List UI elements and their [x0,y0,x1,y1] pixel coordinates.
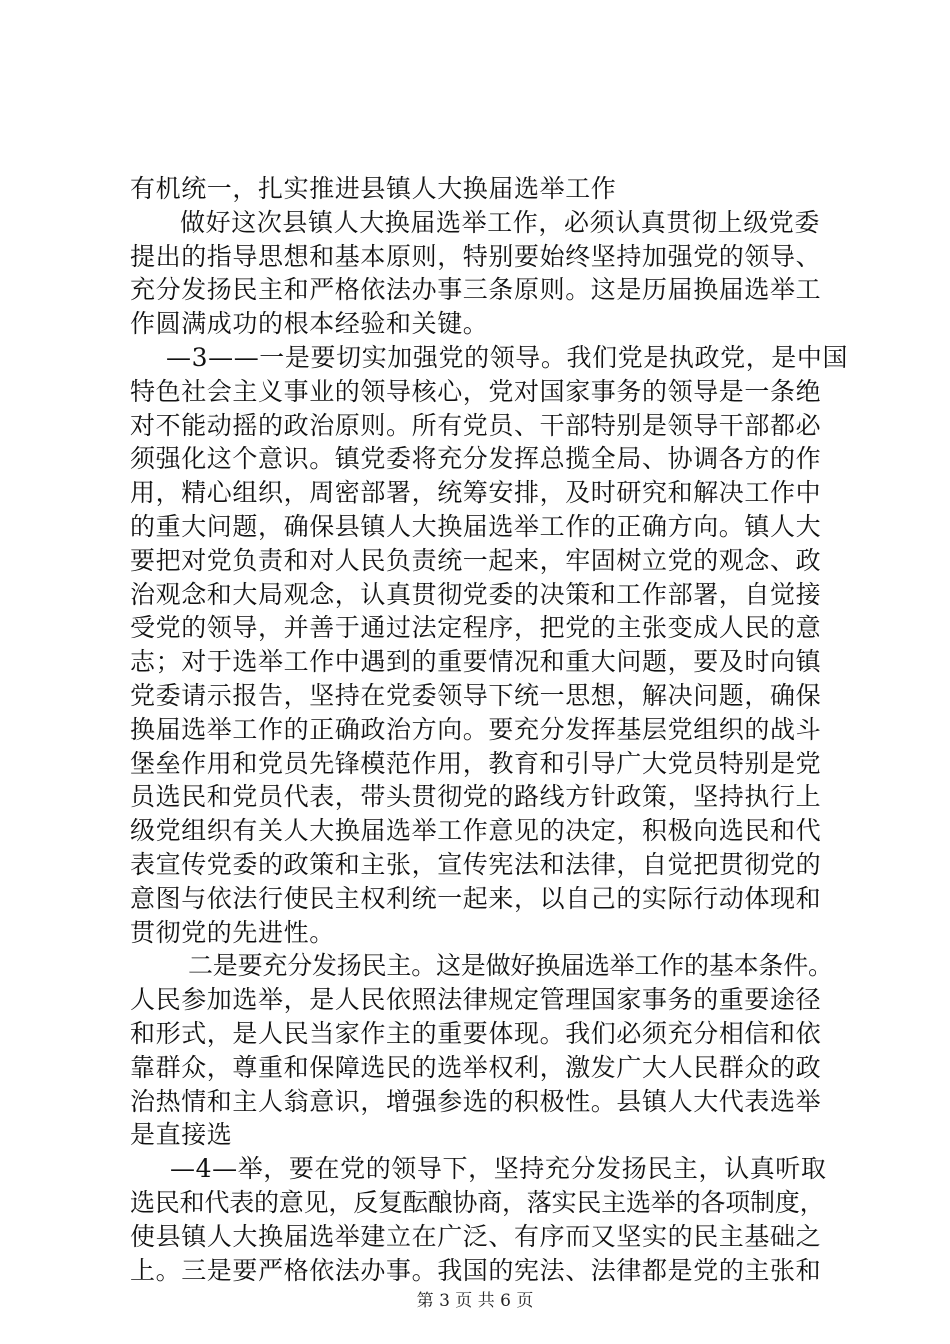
document-body [130,172,849,1287]
text-line: —4—举，要在党的领导下，坚持充分发扬民主，认真听取 [170,1154,827,1184]
text-line: 靠群众，尊重和保障选民的选举权利，激发广大人民群众的政 [130,1052,822,1082]
text-line: 选民和代表的意见，反复酝酿协商，落实民主选举的各项制度， [130,1187,825,1217]
text-line: 对不能动摇的政治原则。所有党员、干部特别是领导干部都必 [130,410,822,440]
text-line: 作圆满成功的根本经验和关键。 [130,309,489,339]
text-line: 人民参加选举，是人民依照法律规定管理国家事务的重要途径 [130,985,822,1015]
text-line: 充分发扬民主和严格依法办事三条原则。这是历届换届选举工 [130,275,822,305]
text-line: 二是要充分发扬民主。这是做好换届选举工作的基本条件。 [188,951,833,981]
text-line: 员选民和党员代表，带头贯彻党的路线方针政策，坚持执行上 [130,782,822,812]
text-line: 用，精心组织，周密部署，统筹安排，及时研究和解决工作中 [130,478,822,508]
text-line: 治热情和主人翁意识，增强参选的积极性。县镇人大代表选举 [130,1086,822,1116]
text-line: 受党的领导，并善于通过法定程序，把党的主张变成人民的意 [130,613,822,643]
text-line: 治观念和大局观念，认真贯彻党委的决策和工作部署，自觉接 [130,579,822,609]
text-line: 提出的指导思想和基本原则，特别要始终坚持加强党的领导、 [130,241,822,271]
text-line: 意图与依法行使民主权利统一起来，以自己的实际行动体现和 [130,883,822,913]
page-number-footer: 第 3 页 共 6 页 [416,1291,534,1311]
text-line: 堡垒作用和党员先锋模范作用，教育和引导广大党员特别是党 [130,748,822,778]
text-line: 有机统一，扎实推进县镇人大换届选举工作 [130,174,617,203]
text-line: 级党组织有关人大换届选举工作意见的决定，积极向选民和代 [130,816,822,846]
text-line: 志；对于选举工作中遇到的重要情况和重大问题，要及时向镇 [130,647,822,677]
text-line: 党委请示报告，坚持在党委领导下统一思想，解决问题，确保 [130,680,822,710]
text-line: 特色社会主义事业的领导核心，党对国家事务的领导是一条绝 [130,376,822,406]
text-line: 使县镇人大换届选举建立在广泛、有序而又坚实的民主基础之 [130,1221,822,1251]
text-line: 要把对党负责和对人民负责统一起来，牢固树立党的观念、政 [130,545,822,575]
text-line: —3——一是要切实加强党的领导。我们党是执政党，是中国 [166,342,849,372]
text-line: 须强化这个意识。镇党委将充分发挥总揽全局、协调各方的作 [130,444,822,474]
text-line: 是直接选 [130,1120,233,1150]
text-line: 换届选举工作的正确政治方向。要充分发挥基层党组织的战斗 [130,714,822,744]
text-line: 贯彻党的先进性。 [130,917,335,947]
text-line: 的重大问题，确保县镇人大换届选举工作的正确方向。镇人大 [130,511,822,541]
text-line: 表宣传党委的政策和主张，宣传宪法和法律，自觉把贯彻党的 [130,849,822,879]
text-line: 和形式，是人民当家作主的重要体现。我们必须充分相信和依 [130,1018,822,1048]
text-line: 做好这次县镇人大换届选举工作，必须认真贯彻上级党委 [180,207,821,237]
text-line: 上。三是要严格依法办事。我国的宪法、法律都是党的主张和 [130,1255,822,1285]
